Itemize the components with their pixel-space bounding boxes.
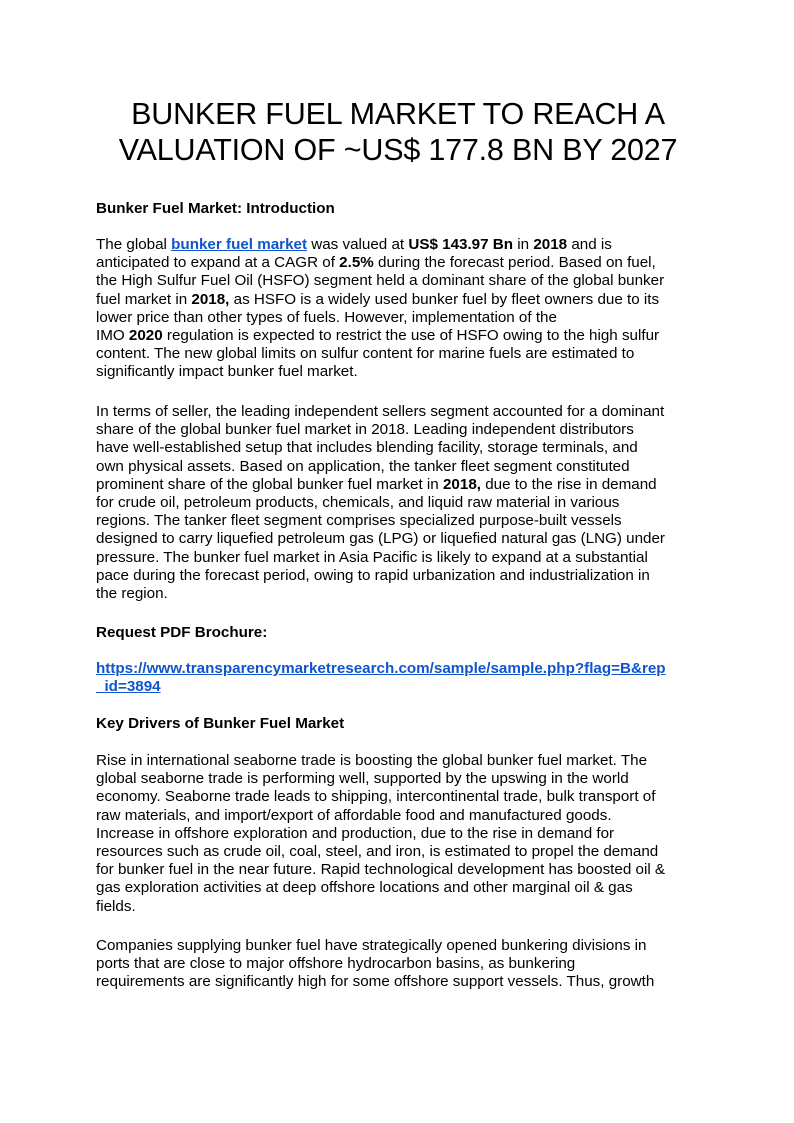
text-run: The global	[96, 236, 172, 253]
drivers-p2-line: requirements are significantly high for some offshore support vessels. Thus, growth	[96, 973, 655, 991]
intro-p2-line	[96, 476, 665, 494]
intro-p2-line: designed to carry liquefied petroleum gas (LPG) or liquefied natural gas (LNG) under	[96, 530, 665, 548]
drivers-p1-line: fields.	[96, 897, 136, 915]
text-run: IMO	[96, 327, 129, 345]
intro-p1-line	[96, 236, 664, 254]
intro-p2-line: have well-established setup that includes blending facility, storage terminals, and	[96, 439, 638, 457]
brochure-url-line: _id=3894	[96, 678, 161, 696]
drivers-p1-line: Increase in offshore exploration and production, due to the rise in demand for	[96, 824, 615, 842]
drivers-p1-line: resources such as crude oil, coal, steel, and iron, is estimated to propel the demand	[96, 843, 659, 861]
text-run: regulation is expected to restrict the use of HSFO owing to the high sulfur	[162, 327, 660, 345]
intro-p1-line	[96, 254, 664, 272]
text-run: in	[513, 236, 534, 253]
drivers-p1-line: economy. Seaborne trade leads to shipping, intercontinental trade, bulk transport of	[96, 788, 656, 806]
text-run: as HSFO is a widely used bunker fuel by fleet owners due to its	[229, 290, 660, 308]
market-value: US$ 143.97 Bn	[408, 236, 514, 253]
drivers-p1-line: gas exploration activities at deep offshore locations and other marginal oil & gas	[96, 879, 633, 897]
text-run: and is	[567, 236, 612, 253]
intro-p2-line: own physical assets. Based on application, the tanker fleet segment constituted	[96, 457, 630, 475]
intro-heading: Bunker Fuel Market: Introduction	[96, 200, 335, 217]
intro-p2-line: the region.	[96, 585, 168, 603]
intro-p2-line: for crude oil, petroleum products, chemicals, and liquid raw material in various	[96, 494, 620, 512]
drivers-p1-line: raw materials, and import/export of affordable food and manufactured goods.	[96, 806, 612, 824]
year-value: 2020	[128, 327, 163, 345]
year-value: 2018,	[191, 290, 230, 308]
drivers-p1-line: for bunker fuel in the near future. Rapid technological development has boosted oil &	[96, 861, 666, 879]
drivers-p2-line: ports that are close to major offshore hydrocarbon basins, as bunkering	[96, 955, 576, 973]
intro-p2-line: share of the global bunker fuel market in 2018. Leading independent distributors	[96, 421, 634, 439]
document-page	[96, 0, 700, 991]
drivers-paragraph-1	[96, 752, 665, 916]
cagr-value: 2.5%	[339, 254, 374, 272]
intro-p1-line: significantly impact bunker fuel market.	[96, 363, 358, 381]
text-run: due to the rise in demand	[481, 475, 657, 493]
bunker-fuel-market-link[interactable]: bunker fuel market	[171, 236, 308, 253]
title-line-1: BUNKER FUEL MARKET TO REACH A	[131, 97, 665, 131]
intro-p2-line: pressure. The bunker fuel market in Asia Pacific is likely to expand at a substantial	[96, 548, 648, 566]
text-run: fuel market in	[96, 290, 192, 308]
year-value: 2018,	[442, 475, 481, 493]
intro-p1-line	[96, 291, 664, 309]
text-run: anticipated to expand at a CAGR of	[96, 254, 340, 272]
intro-p2-line: In terms of seller, the leading independent sellers segment accounted for a dominant	[96, 403, 665, 420]
intro-p2-line: pace during the forecast period, owing to rapid urbanization and industrialization in	[96, 566, 650, 584]
drivers-p1-line: Rise in international seaborne trade is boosting the global bunker fuel market. The	[96, 752, 648, 769]
intro-paragraph-2	[96, 403, 665, 603]
intro-paragraph-1	[96, 236, 664, 382]
intro-p1-line: the High Sulfur Fuel Oil (HSFO) segment held a dominant share of the global bunker	[96, 272, 665, 290]
document-title	[96, 0, 700, 168]
intro-p1-line	[96, 327, 664, 345]
text-run: prominent share of the global bunker fuel market in	[96, 475, 443, 493]
drivers-paragraph-2	[96, 937, 654, 992]
intro-p2-line: regions. The tanker fleet segment comprises specialized purpose-built vessels	[96, 512, 622, 530]
intro-p1-line: content. The new global limits on sulfur content for marine fuels are estimated to	[96, 345, 635, 363]
intro-p1-line: lower price than other types of fuels. However, implementation of the	[96, 308, 557, 326]
title-line-2: VALUATION OF ~US$ 177.8 BN BY 2027	[118, 133, 678, 167]
drivers-p1-line: global seaborne trade is performing well, supported by the upswing in the world	[96, 770, 629, 788]
drivers-p2-line: Companies supplying bunker fuel have strategically opened bunkering divisions in	[96, 937, 647, 954]
brochure-link[interactable]	[96, 660, 666, 696]
brochure-heading: Request PDF Brochure:	[96, 624, 268, 641]
drivers-heading: Key Drivers of Bunker Fuel Market	[96, 715, 345, 732]
text-run: was valued at	[307, 236, 409, 253]
year-value: 2018	[533, 236, 568, 253]
brochure-url-line: https://www.transparencymarketresearch.com/sample/sample.php?flag=B&rep	[96, 660, 666, 677]
text-run: during the forecast period. Based on fuel,	[373, 254, 656, 272]
